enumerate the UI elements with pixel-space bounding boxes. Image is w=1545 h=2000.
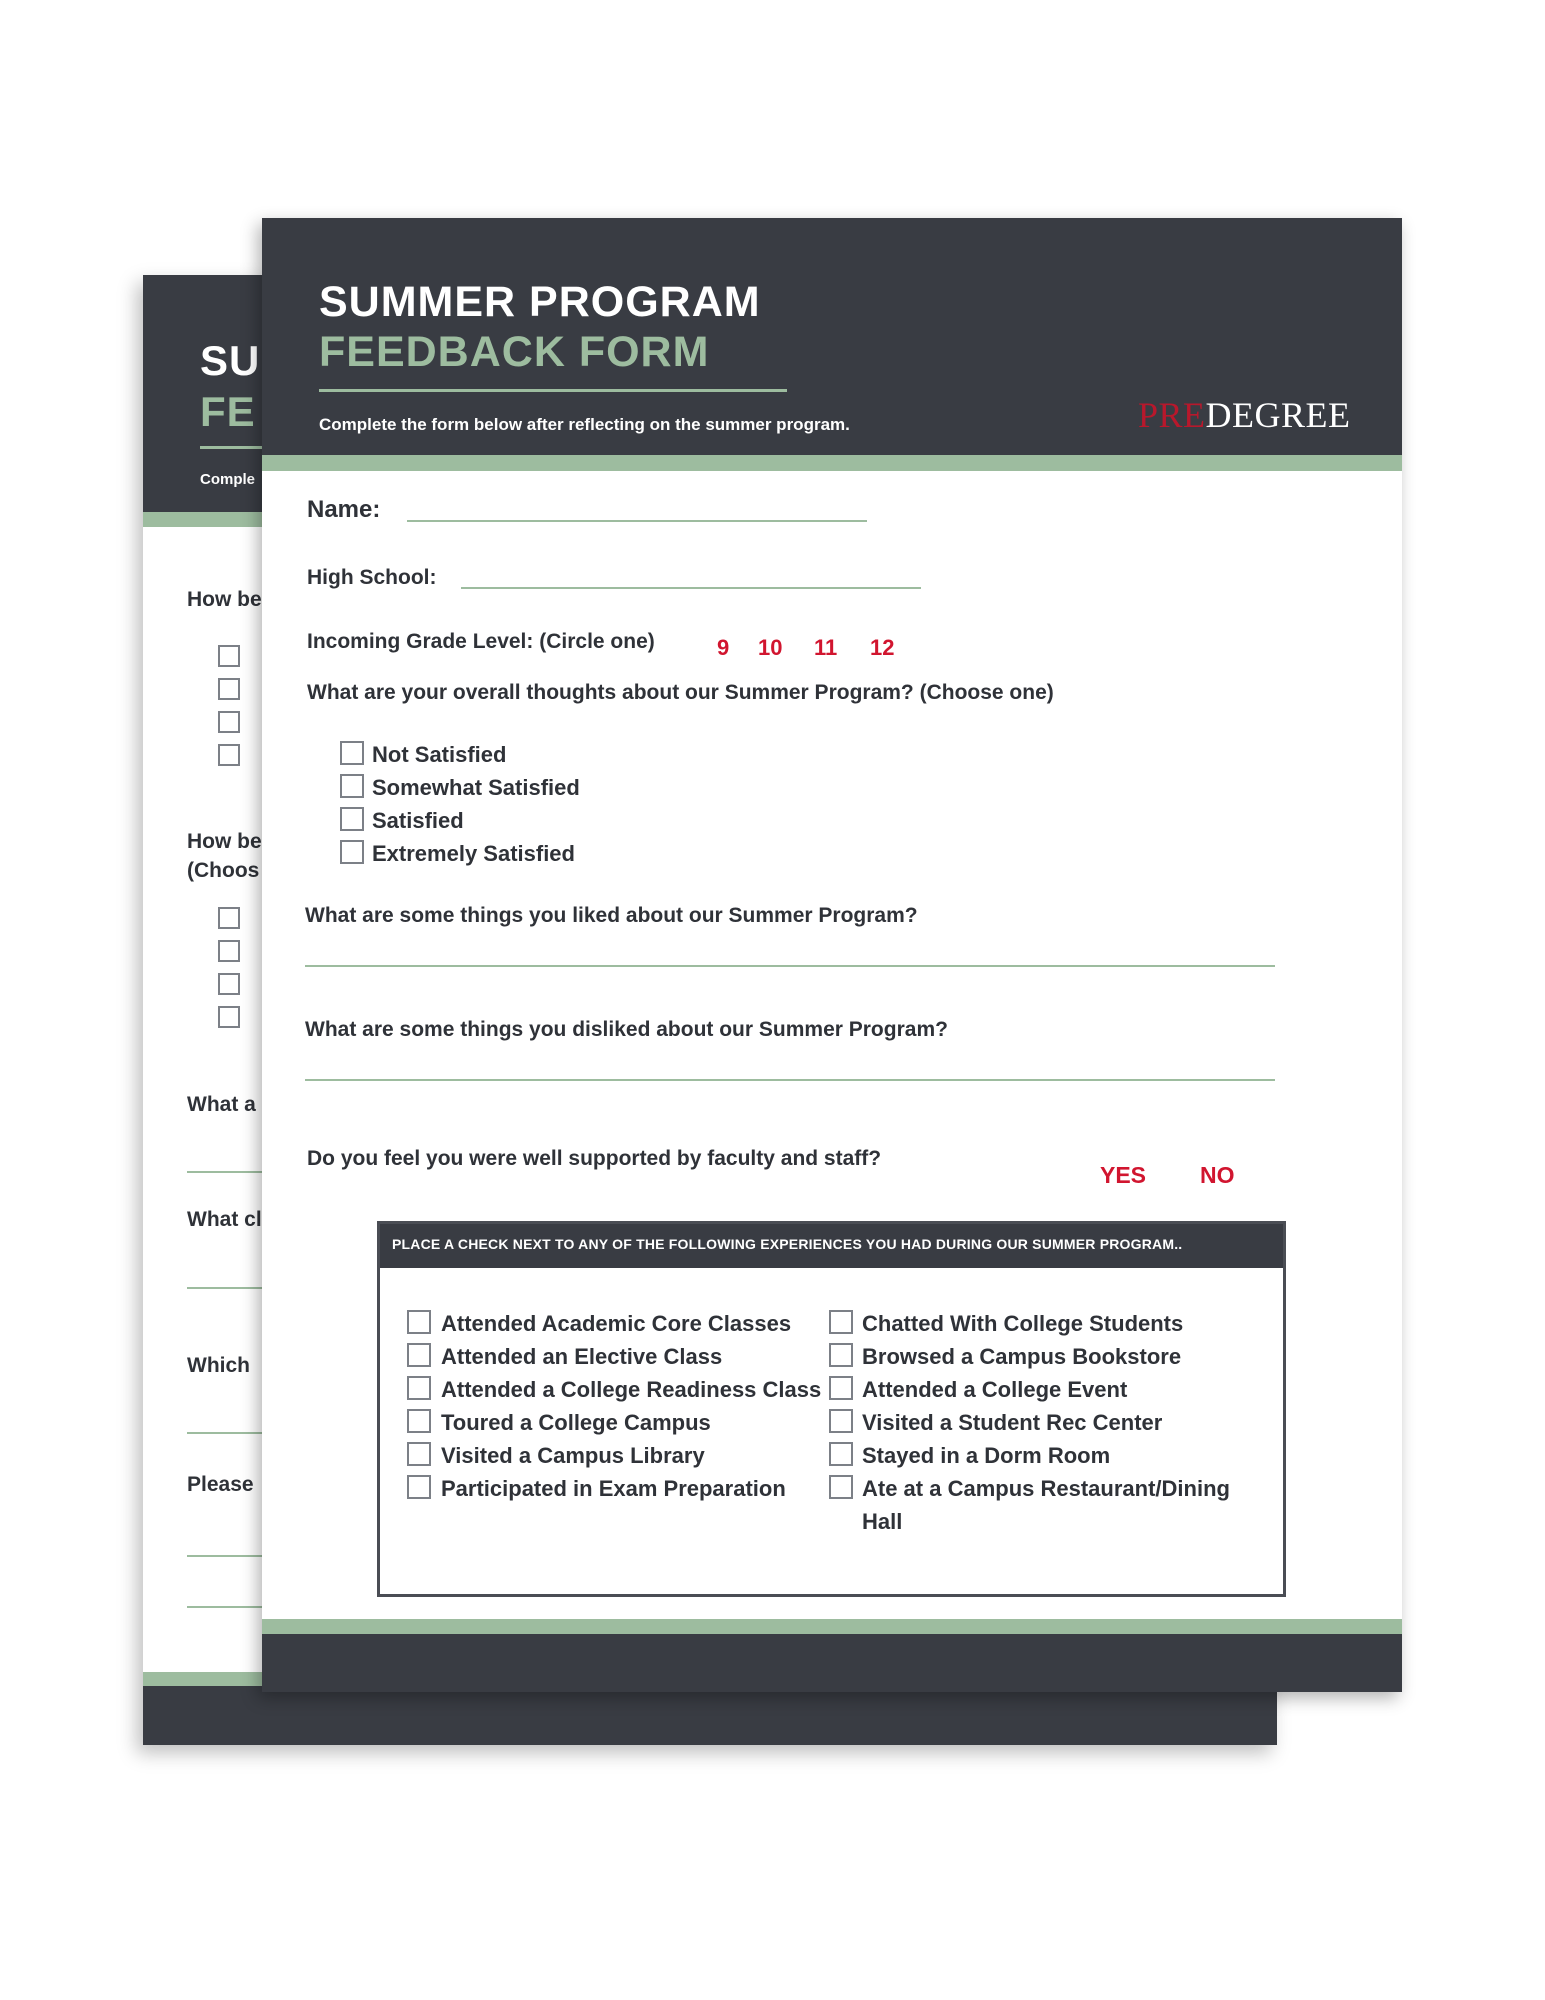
- feedback-form-sheet: [262, 218, 1402, 1692]
- experience-label: Hall: [862, 1509, 903, 1534]
- experience-label: Participated in Exam Preparation: [441, 1476, 786, 1501]
- back-checkbox[interactable]: [218, 907, 240, 929]
- back-checkbox[interactable]: [218, 973, 240, 995]
- grade-option-11[interactable]: 11: [814, 635, 838, 660]
- support-question: Do you feel you were well supported by faculty and staff?: [307, 1147, 882, 1170]
- liked-question: What are some things you liked about our Summer Program?: [305, 904, 918, 927]
- overall-question: What are your overall thoughts about our Summer Program? (Choose one): [307, 681, 1054, 704]
- disliked-question: What are some things you disliked about our Summer Program?: [305, 1018, 948, 1041]
- experience-checkbox[interactable]: [407, 1310, 431, 1334]
- back-checkbox[interactable]: [218, 678, 240, 700]
- support-no-option[interactable]: NO: [1200, 1162, 1235, 1188]
- back-checkbox[interactable]: [218, 1006, 240, 1028]
- overall-option-label: Not Satisfied: [372, 742, 507, 767]
- back-question: What cl: [187, 1208, 262, 1231]
- name-field[interactable]: [407, 520, 867, 522]
- predegree-logo: [1138, 394, 1351, 436]
- experience-checkbox[interactable]: [407, 1376, 431, 1400]
- form-footer-stripe: [262, 1619, 1402, 1634]
- back-title-line2: FE: [200, 388, 256, 435]
- experience-label: Attended an Elective Class: [441, 1344, 723, 1369]
- back-checkbox[interactable]: [218, 940, 240, 962]
- experience-label: Attended a College Readiness Class: [441, 1377, 822, 1402]
- grade-option-9[interactable]: 9: [717, 635, 730, 660]
- back-checkbox[interactable]: [218, 645, 240, 667]
- experience-label: Browsed a Campus Bookstore: [862, 1344, 1182, 1369]
- form-title-line2: FEEDBACK FORM: [319, 328, 710, 376]
- name-label: Name:: [307, 496, 381, 523]
- logo-degree: DEGREE: [1205, 395, 1351, 435]
- back-checkbox[interactable]: [218, 711, 240, 733]
- experiences-panel: [377, 1221, 1286, 1597]
- experience-label: Toured a College Campus: [441, 1410, 711, 1435]
- overall-checkbox-extremely-satisfied[interactable]: [340, 840, 364, 864]
- experience-checkbox[interactable]: [407, 1475, 431, 1499]
- disliked-answer-line[interactable]: [305, 1079, 1275, 1081]
- overall-option-label: Extremely Satisfied: [372, 841, 575, 866]
- back-footer-band: [143, 1686, 1277, 1745]
- back-question: Please: [187, 1473, 254, 1496]
- high-school-field[interactable]: [461, 587, 921, 589]
- experiences-header: PLACE A CHECK NEXT TO ANY OF THE FOLLOWING EXPERIENCES YOU HAD DURING OUR SUMMER PROGRAM..: [392, 1236, 1183, 1252]
- back-question: Which: [187, 1354, 250, 1377]
- back-question: How be: [187, 830, 262, 853]
- experience-checkbox[interactable]: [829, 1442, 853, 1466]
- experience-label: Attended a College Event: [862, 1377, 1128, 1402]
- back-question: (Choos: [187, 859, 260, 882]
- experience-checkbox[interactable]: [829, 1409, 853, 1433]
- overall-option-label: Satisfied: [372, 808, 464, 833]
- form-header-stripe: [262, 455, 1402, 471]
- experience-checkbox[interactable]: [829, 1376, 853, 1400]
- title-underline: [319, 389, 787, 392]
- experience-checkbox[interactable]: [407, 1343, 431, 1367]
- back-checkbox[interactable]: [218, 744, 240, 766]
- support-yes-option[interactable]: YES: [1100, 1162, 1147, 1188]
- back-subtitle: Comple: [200, 471, 256, 488]
- grade-option-10[interactable]: 10: [758, 635, 783, 660]
- experience-label: Visited a Student Rec Center: [862, 1410, 1163, 1435]
- back-question: How be: [187, 588, 262, 611]
- experiences-header-bar: [380, 1224, 1283, 1268]
- overall-option-label: Somewhat Satisfied: [372, 775, 580, 800]
- grade-option-12[interactable]: 12: [870, 635, 895, 660]
- experience-checkbox[interactable]: [407, 1442, 431, 1466]
- form-subtitle: Complete the form below after reflecting on the summer program.: [319, 415, 850, 434]
- experience-label: Stayed in a Dorm Room: [862, 1443, 1111, 1468]
- high-school-label: High School:: [307, 566, 437, 589]
- experience-checkbox[interactable]: [829, 1343, 853, 1367]
- overall-checkbox-somewhat-satisfied[interactable]: [340, 774, 364, 798]
- experience-checkbox[interactable]: [829, 1475, 853, 1499]
- experience-checkbox[interactable]: [407, 1409, 431, 1433]
- form-title-line1: SUMMER PROGRAM: [319, 278, 761, 326]
- grade-label: Incoming Grade Level: (Circle one): [307, 630, 655, 653]
- overall-checkbox-not-satisfied[interactable]: [340, 741, 364, 765]
- form-footer-band: [262, 1634, 1402, 1692]
- overall-checkbox-satisfied[interactable]: [340, 807, 364, 831]
- experience-label: Ate at a Campus Restaurant/Dining: [862, 1476, 1230, 1501]
- experience-checkbox[interactable]: [829, 1310, 853, 1334]
- liked-answer-line[interactable]: [305, 965, 1275, 967]
- logo-pre: PRE: [1138, 395, 1206, 435]
- experience-label: Chatted With College Students: [862, 1311, 1184, 1336]
- experience-label: Visited a Campus Library: [441, 1443, 705, 1468]
- back-question: What a: [187, 1093, 256, 1116]
- experience-label: Attended Academic Core Classes: [441, 1311, 792, 1336]
- back-title-line1: SU: [200, 337, 261, 384]
